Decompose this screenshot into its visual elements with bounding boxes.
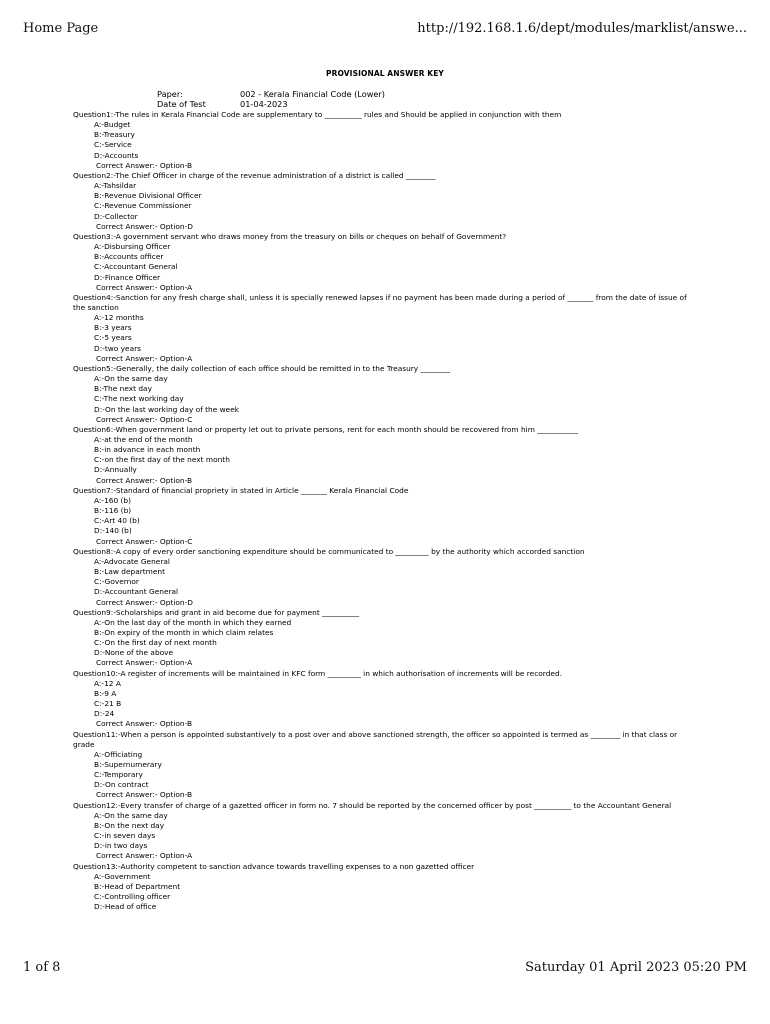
browser-header-url: http://192.168.1.6/dept/modules/marklist/answe... (417, 21, 747, 36)
answer-option: B:-Revenue Divisional Officer (94, 191, 202, 201)
answer-option: D:-Collector (94, 211, 138, 221)
answer-option: D:-in two days (94, 841, 148, 851)
answer-option: B:-Treasury (94, 130, 135, 140)
page-number: 1 of 8 (23, 960, 61, 975)
paper-value: 002 - Kerala Financial Code (Lower) (240, 89, 385, 99)
answer-option: A:-On the last day of the month in which they earned (94, 617, 292, 627)
answer-option: D:-Head of office (94, 902, 157, 912)
answer-option: D:-140 (b) (94, 526, 132, 536)
date-label: Date of Test (157, 99, 206, 110)
answer-option: B:-Accounts officer (94, 252, 164, 262)
answer-option: B:-3 years (94, 323, 132, 333)
answer-option: A:-Budget (94, 120, 131, 130)
question-block (73, 486, 693, 547)
paper-label: Paper: (157, 89, 183, 99)
correct-answer: Correct Answer:- Option-D (96, 597, 193, 607)
answer-option: A:-at the end of the month (94, 435, 193, 444)
question-text: Question11:-When a person is appointed substantively to a post over and above sanctioned strength, the officer so appointed is termed as ________ in that class or grade (73, 729, 678, 749)
question-block (73, 547, 693, 608)
answer-option: B:-On the next day (94, 820, 165, 830)
question-block (73, 730, 693, 801)
answer-option: C:-Controlling officer (94, 892, 171, 902)
answer-option: B:-Law department (94, 567, 165, 577)
correct-answer: Correct Answer:- Option-B (96, 719, 193, 729)
question-block (73, 669, 693, 730)
correct-answer: Correct Answer:- Option-B (96, 790, 193, 800)
question-text: Question10:-A register of increments will be maintained in KFC form _________ in which authorisation of increments will be recorded. (73, 668, 562, 678)
question-block (73, 608, 693, 669)
correct-answer: Correct Answer:- Option-C (96, 536, 193, 546)
answer-option: C:-Revenue Commissioner (94, 201, 192, 211)
question-block (73, 293, 693, 364)
answer-option: D:-two years (94, 343, 141, 353)
answer-option: A:-Tahsildar (94, 181, 137, 191)
answer-option: B:-The next day (94, 384, 152, 394)
question-block (73, 425, 693, 486)
answer-option: D:-Accountant General (94, 587, 179, 597)
answer-option: C:-Temporary (94, 770, 143, 780)
correct-answer: Correct Answer:- Option-C (96, 414, 193, 424)
question-block (73, 171, 693, 232)
paper-row (157, 89, 385, 99)
correct-answer: Correct Answer:- Option-A (96, 851, 193, 861)
question-block (73, 364, 693, 425)
browser-header-title: Home Page (23, 21, 99, 36)
question-list (73, 110, 693, 912)
answer-option: C:-21 B (94, 699, 122, 709)
answer-option: C:-Accountant General (94, 262, 178, 272)
question-text: Question12:-Every transfer of charge of a gazetted officer in form no. 7 should be reported by the concerned officer by post __________ to the Accountant General (73, 800, 672, 810)
question-block (73, 110, 693, 171)
question-block (73, 862, 693, 913)
correct-answer: Correct Answer:- Option-B (96, 160, 193, 170)
question-text: Question5:-Generally, the daily collection of each office should be remitted in to the Treasury ________ (73, 363, 451, 373)
answer-option: C:-Art 40 (b) (94, 516, 140, 526)
question-text: Question7:-Standard of financial propriety in stated in Article _______ Kerala Financial Code (73, 485, 409, 495)
answer-option: D:-24 (94, 709, 115, 719)
answer-option: D:-On contract (94, 780, 149, 790)
paper-meta (157, 89, 385, 109)
question-text: Question6:-When government land or property let out to private persons, rent for each month should be recovered from him ___________ (73, 424, 578, 434)
answer-option: D:-On the last working day of the week (94, 404, 240, 414)
answer-option: C:-The next working day (94, 394, 184, 404)
answer-option: B:-in advance in each month (94, 445, 201, 455)
question-text: Question8:-A copy of every order sanctioning expenditure should be communicated to _________ by the authority which accorded sanction (73, 546, 585, 556)
correct-answer: Correct Answer:- Option-D (96, 221, 193, 231)
answer-option: B:-Head of Department (94, 881, 181, 891)
answer-option: B:-116 (b) (94, 506, 132, 516)
answer-option: B:-9 A (94, 688, 117, 698)
document-title: PROVISIONAL ANSWER KEY (326, 69, 444, 78)
print-timestamp: Saturday 01 April 2023 05:20 PM (525, 960, 747, 975)
answer-option: C:-On the first day of next month (94, 638, 217, 648)
answer-option: D:-Accounts (94, 150, 139, 160)
answer-option: A:-160 (b) (94, 495, 131, 505)
question-text: Question4:-Sanction for any fresh charge shall, unless it is specially renewed lapses if no payment has been made during a period of _______ from the date of issue of the sanction (73, 292, 687, 312)
answer-option: C:-Governor (94, 577, 139, 587)
answer-option: A:-Officiating (94, 749, 143, 759)
question-block (73, 232, 693, 293)
answer-option: A:-On the same day (94, 810, 168, 820)
answer-option: C:-Service (94, 140, 132, 150)
correct-answer: Correct Answer:- Option-A (96, 353, 193, 363)
answer-option: A:-Disbursing Officer (94, 242, 171, 252)
correct-answer: Correct Answer:- Option-A (96, 658, 193, 668)
question-block (73, 801, 693, 862)
answer-option: D:-Annually (94, 465, 137, 475)
question-text: Question1:-The rules in Kerala Financial Code are supplementary to __________ rules and Should be applied in conjunction with them (73, 110, 562, 119)
correct-answer: Correct Answer:- Option-B (96, 475, 193, 485)
question-text: Question3:-A government servant who draws money from the treasury on bills or cheques on behalf of Government? (73, 231, 507, 241)
answer-option: B:-Supernumerary (94, 760, 162, 769)
answer-option: D:-None of the above (94, 648, 174, 658)
answer-option: D:-Finance Officer (94, 272, 161, 282)
answer-option: A:-Government (94, 871, 151, 881)
answer-option: A:-12 A (94, 678, 121, 688)
answer-option: C:-in seven days (94, 831, 156, 841)
answer-option: C:-on the first day of the next month (94, 455, 230, 465)
answer-option: A:-Advocate General (94, 556, 170, 566)
question-text: Question2:-The Chief Officer in charge of the revenue administration of a district is called ________ (73, 170, 436, 180)
question-text: Question13:-Authority competent to sanction advance towards travelling expenses to a non gazetted officer (73, 861, 475, 871)
correct-answer: Correct Answer:- Option-A (96, 282, 193, 292)
date-value: 01-04-2023 (240, 99, 288, 110)
question-text: Question9:-Scholarships and grant in aid become due for payment __________ (73, 607, 360, 617)
answer-option: C:-5 years (94, 333, 132, 343)
answer-option: A:-12 months (94, 313, 144, 323)
answer-option: A:-On the same day (94, 374, 168, 384)
answer-option: B:-On expiry of the month in which claim relates (94, 627, 274, 637)
date-row (157, 99, 385, 109)
